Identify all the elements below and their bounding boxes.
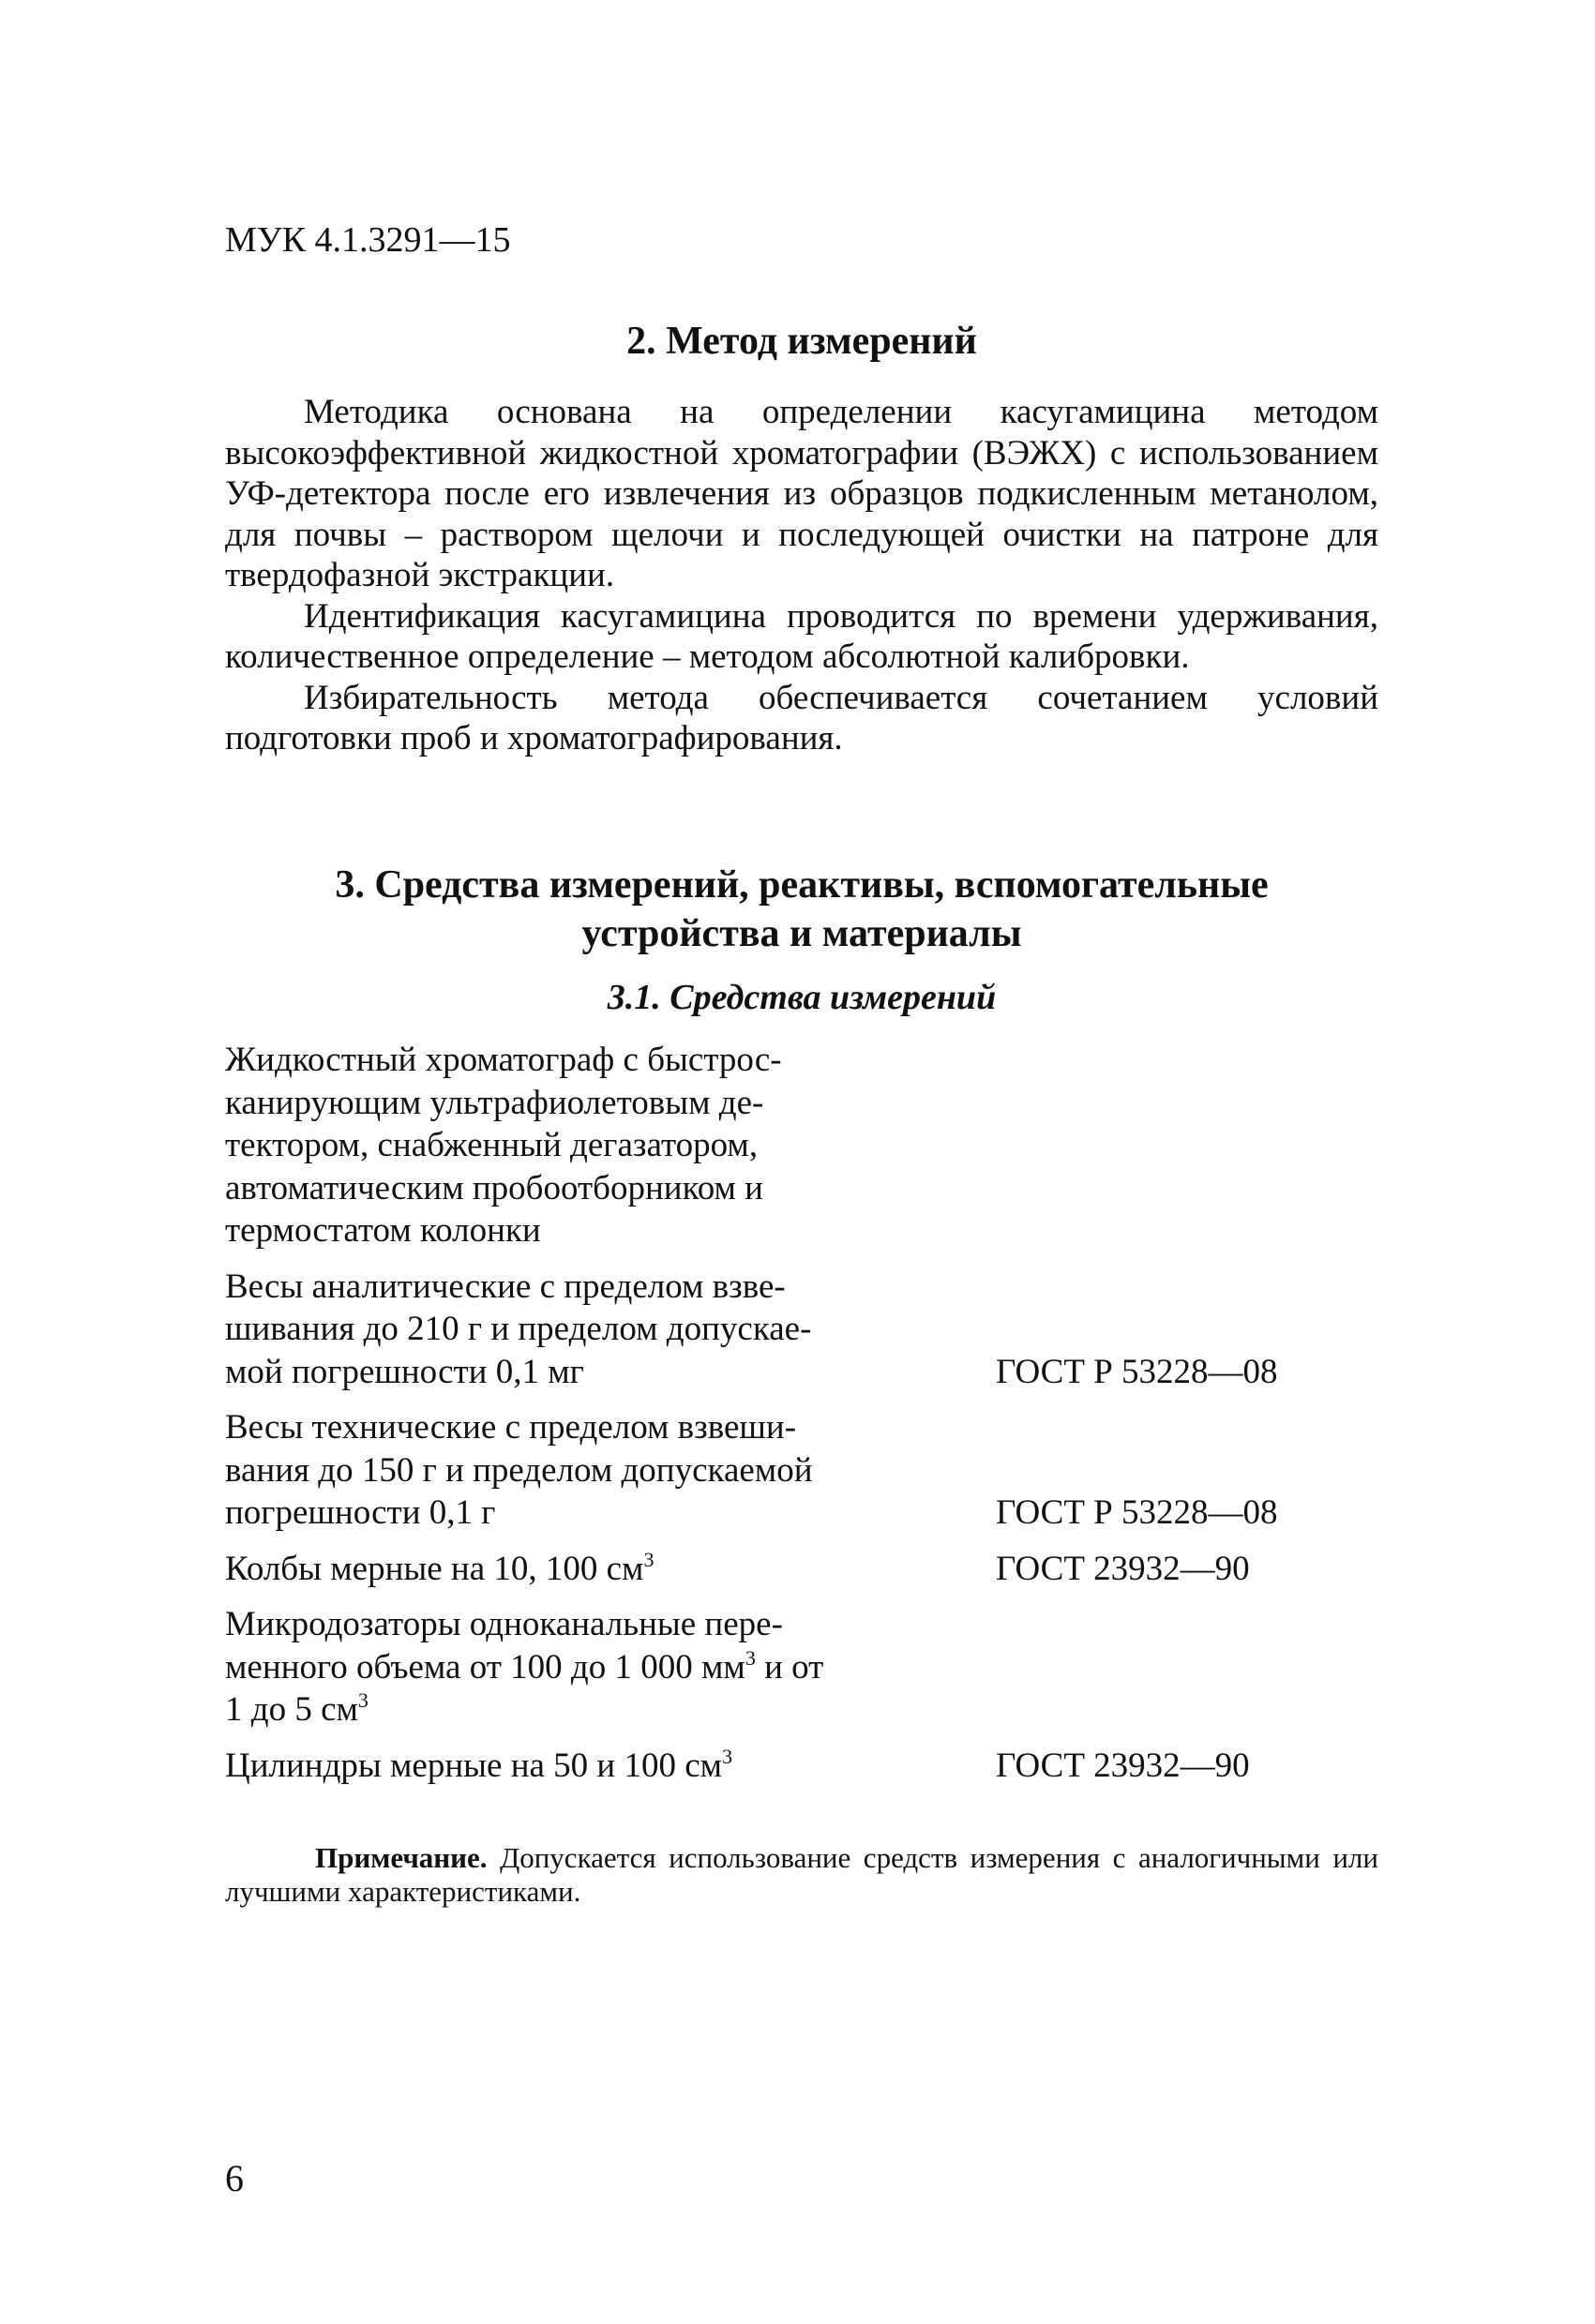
instrument-standard: ГОСТ Р 53228—08 <box>996 1493 1278 1532</box>
section-2-heading: 2. Метод измерений <box>626 320 977 363</box>
page-number: 6 <box>225 2157 244 2199</box>
instrument-name: Весы аналитические с пределом взве- шивания до 210 г и пределом допускае- мой погрешности 0,1 мг <box>225 1267 812 1391</box>
instrument-name: Жидкостный хроматограф с быстрос- канирующим ультрафиолетовым де- тектором, снабженный дегазатором, автоматическим пробоотборником и термостатом колонки <box>225 1041 782 1250</box>
section-3-heading <box>225 861 1378 958</box>
document-code: МУК 4.1.3291—15 <box>225 220 511 260</box>
list-item <box>225 1745 1378 1788</box>
superscript: 3 <box>722 1744 733 1768</box>
list-item <box>225 1548 1378 1591</box>
note-label: Примечание. <box>315 1841 488 1874</box>
instrument-standard: ГОСТ Р 53228—08 <box>996 1352 1278 1391</box>
instrument-name <box>225 1603 938 1732</box>
method-paragraph-2: Идентификация касугамицина проводится по времени удерживания, количественное определение – методом абсолютной калибровки. <box>225 596 1378 676</box>
measurement-instruments-list <box>225 1039 1378 1800</box>
list-item <box>225 1603 1378 1732</box>
instrument-name-text: Микродозаторы одноканальные пере- менного объема от 100 до 1 000 мм <box>225 1605 783 1687</box>
instrument-name-text: Цилиндры мерные на 50 и 100 см <box>225 1746 723 1785</box>
note <box>225 1841 1378 1909</box>
list-item <box>225 1406 1378 1535</box>
instrument-name <box>225 1548 938 1591</box>
note-text: Допускается использование средств измерения с аналогичными или лучшими характеристиками. <box>225 1841 1378 1908</box>
superscript: 3 <box>643 1547 655 1571</box>
instrument-name-text: Колбы мерные на 10, 100 см <box>225 1549 644 1588</box>
section-3-heading-line-1: 3. Средства измерений, реактивы, вспомогательные <box>335 863 1269 907</box>
section-2-body <box>225 392 1378 759</box>
instrument-name <box>225 1745 938 1788</box>
instrument-name-text: и от 1 до 5 см <box>225 1647 824 1729</box>
section-3-heading-line-2: устройства и материалы <box>581 912 1022 955</box>
superscript: 3 <box>357 1688 369 1712</box>
superscript: 3 <box>745 1645 756 1670</box>
instrument-standard: ГОСТ 23932—90 <box>996 1549 1250 1588</box>
list-item <box>225 1266 1378 1394</box>
method-paragraph-1: Методика основана на определении касугамицина методом высокоэффективной жидкостной хроматографии (ВЭЖХ) с использованием УФ-детектора после его извлечения из образцов подкисленным метанолом, для почвы – раствором щелочи и последующей очистки на патроне для твердофазной экстракции. <box>225 393 1378 594</box>
list-item <box>225 1039 1378 1252</box>
instrument-standard: ГОСТ 23932—90 <box>996 1746 1250 1785</box>
instrument-name: Весы технические с пределом взвеши- вания до 150 г и пределом допускаемой погрешности 0,1 г <box>225 1408 813 1532</box>
subsection-3-1-heading: 3.1. Средства измерений <box>607 978 997 1017</box>
method-paragraph-3: Избирательность метода обеспечивается сочетанием условий подготовки проб и хроматографирования. <box>225 678 1378 757</box>
